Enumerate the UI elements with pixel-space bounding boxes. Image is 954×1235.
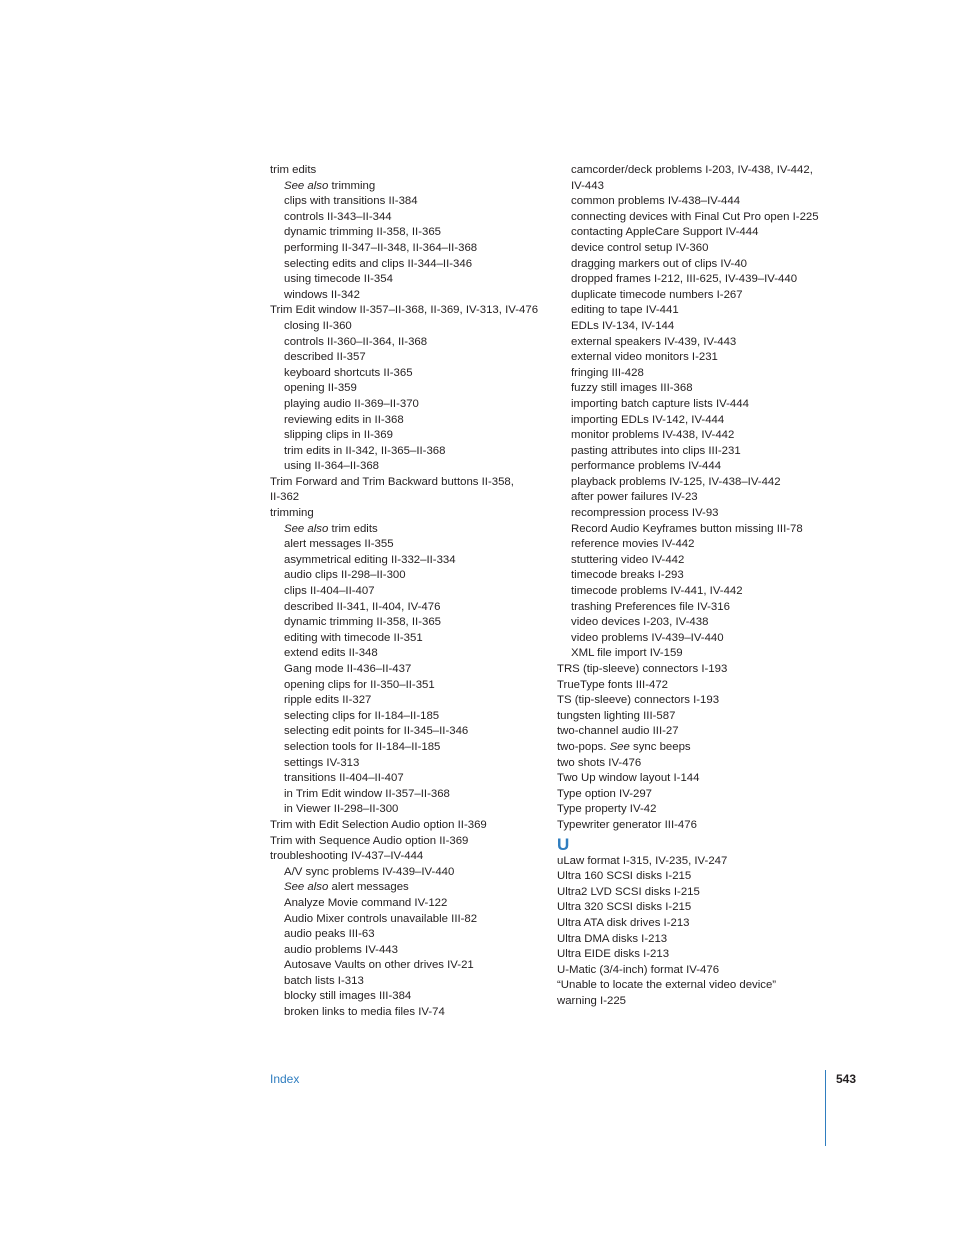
index-entry <box>557 900 857 916</box>
entry-text: audio clips II-298–II-300 <box>284 569 406 582</box>
index-subentry <box>557 631 857 647</box>
index-subentry <box>270 865 555 881</box>
index-subentry <box>270 241 555 257</box>
entry-text: II-362 <box>270 491 300 504</box>
index-subentry <box>557 444 857 460</box>
entry-text: alert messages <box>328 881 409 894</box>
index-entry <box>557 854 857 870</box>
index-entry <box>557 802 857 818</box>
index-subentry <box>557 506 857 522</box>
entry-text: video devices I-203, IV-438 <box>571 616 709 629</box>
entry-text: importing EDLs IV-142, IV-444 <box>571 413 725 426</box>
index-subentry <box>557 257 857 273</box>
entry-text: monitor problems IV-438, IV-442 <box>571 429 735 442</box>
index-subentry <box>270 194 555 210</box>
entry-text: two-pops. <box>557 740 610 753</box>
index-subentry <box>270 709 555 725</box>
index-subentry <box>557 288 857 304</box>
entry-text: trimming <box>270 507 314 520</box>
entry-text: IV-443 <box>571 179 604 192</box>
index-subentry <box>270 381 555 397</box>
index-entry <box>557 678 857 694</box>
index-entry <box>270 506 555 522</box>
entry-text: troubleshooting IV-437–IV-444 <box>270 850 424 863</box>
index-subentry <box>270 288 555 304</box>
index-subentry <box>270 756 555 772</box>
entry-text: sync beeps <box>629 740 691 753</box>
index-subentry <box>270 350 555 366</box>
entry-text: editing with timecode II-351 <box>284 631 423 644</box>
index-entry <box>557 787 857 803</box>
entry-text: A/V sync problems IV-439–IV-440 <box>284 865 455 878</box>
index-subentry <box>557 553 857 569</box>
entry-text: Type option IV-297 <box>557 787 652 800</box>
index-subentry <box>557 584 857 600</box>
entry-text: external video monitors I-231 <box>571 351 718 364</box>
index-entry <box>557 978 857 994</box>
entry-text: trim edits <box>328 522 378 535</box>
entry-text: Trim Edit window II-357–II-368, II-369, IV-313, IV-476 <box>270 304 539 317</box>
index-subentry <box>557 179 857 195</box>
index-subentry <box>270 787 555 803</box>
index-subentry <box>270 459 555 475</box>
index-subentry <box>557 615 857 631</box>
index-column-right <box>557 163 857 1009</box>
entry-text: alert messages II-355 <box>284 538 394 551</box>
entry-text: trim edits in II-342, II-365–II-368 <box>284 444 446 457</box>
index-subentry <box>557 537 857 553</box>
index-subentry <box>557 335 857 351</box>
index-subentry <box>557 366 857 382</box>
entry-text: stuttering video IV-442 <box>571 553 685 566</box>
entry-text: reference movies IV-442 <box>571 538 695 551</box>
entry-text: trashing Preferences file IV-316 <box>571 600 730 613</box>
index-subentry <box>270 397 555 413</box>
entry-text: Ultra2 LVD SCSI disks I-215 <box>557 885 700 898</box>
index-subentry <box>270 319 555 335</box>
index-subentry <box>557 646 857 662</box>
entry-text: extend edits II-348 <box>284 647 378 660</box>
entry-text: windows II-342 <box>284 288 360 301</box>
index-subentry <box>270 615 555 631</box>
index-subentry <box>270 912 555 928</box>
index-subentry <box>270 522 555 538</box>
index-subentry <box>270 974 555 990</box>
index-entry <box>557 724 857 740</box>
entry-text: Autosave Vaults on other drives IV-21 <box>284 959 474 972</box>
index-subentry <box>270 693 555 709</box>
index-subentry <box>270 335 555 351</box>
index-subentry <box>270 568 555 584</box>
index-subentry <box>557 490 857 506</box>
entry-text: Gang mode II-436–II-437 <box>284 663 412 675</box>
index-subentry <box>557 428 857 444</box>
index-subentry <box>557 381 857 397</box>
entry-text: Two Up window layout I-144 <box>557 772 700 785</box>
section-letter: U <box>557 834 570 854</box>
entry-text: selecting edits and clips II-344–II-346 <box>284 257 473 270</box>
entry-text: connecting devices with Final Cut Pro open I-225 <box>571 210 819 223</box>
entry-text: reviewing edits in II-368 <box>284 413 404 426</box>
index-subentry <box>557 225 857 241</box>
entry-text: using II-364–II-368 <box>284 460 379 473</box>
entry-text: playback problems IV-125, IV-438–IV-442 <box>571 475 781 488</box>
index-subentry <box>270 600 555 616</box>
entry-text: trimming <box>328 179 376 192</box>
index-subentry <box>270 802 555 818</box>
index-subentry <box>270 662 555 678</box>
entry-text: dropped frames I-212, III-625, IV-439–IV-440 <box>571 273 798 286</box>
index-subentry <box>270 724 555 740</box>
index-subentry <box>270 927 555 943</box>
entry-text: external speakers IV-439, IV-443 <box>571 335 737 348</box>
entry-text: selecting edit points for II-345–II-346 <box>284 725 469 738</box>
entry-text: Trim with Sequence Audio option II-369 <box>270 834 469 847</box>
entry-text: timecode problems IV-441, IV-442 <box>571 585 743 598</box>
entry-text: settings IV-313 <box>284 756 360 769</box>
entry-text: ripple edits II-327 <box>284 694 372 707</box>
entry-text: uLaw format I-315, IV-235, IV-247 <box>557 854 728 867</box>
entry-text: Record Audio Keyframes button missing III-78 <box>571 522 803 535</box>
entry-text: described II-341, II-404, IV-476 <box>284 600 441 613</box>
index-subentry <box>557 319 857 335</box>
index-subentry <box>270 444 555 460</box>
index-entry <box>270 818 555 834</box>
entry-text: two shots IV-476 <box>557 756 642 769</box>
entry-text: playing audio II-369–II-370 <box>284 397 419 410</box>
entry-text: controls II-343–II-344 <box>284 210 392 223</box>
index-entry <box>557 662 857 678</box>
index-subentry <box>557 163 857 179</box>
entry-text: Trim with Edit Selection Audio option II-369 <box>270 818 487 831</box>
entry-text: in Trim Edit window II-357–II-368 <box>284 787 450 800</box>
index-subentry <box>270 771 555 787</box>
index-subentry <box>557 397 857 413</box>
entry-text: camcorder/deck problems I-203, IV-438, IV-442, <box>571 164 813 176</box>
page-number: 543 <box>836 1072 857 1086</box>
index-subentry <box>270 272 555 288</box>
entry-text: dynamic trimming II-358, II-365 <box>284 226 441 239</box>
entry-text: described II-357 <box>284 351 366 364</box>
index-subentry <box>270 880 555 896</box>
index-subentry <box>557 459 857 475</box>
index-subentry <box>557 600 857 616</box>
entry-text: XML file import IV-159 <box>571 647 683 660</box>
index-subentry <box>557 194 857 210</box>
index-subentry <box>270 989 555 1005</box>
index-subentry <box>557 413 857 429</box>
entry-text: closing II-360 <box>284 319 352 332</box>
index-entry <box>557 709 857 725</box>
index-entry <box>270 849 555 865</box>
index-subentry <box>270 413 555 429</box>
index-entry <box>557 693 857 709</box>
cross-reference-label: See also <box>284 881 329 894</box>
entry-text: after power failures IV-23 <box>571 491 698 504</box>
footer-section-label: Index <box>270 1072 300 1086</box>
index-subentry <box>557 475 857 491</box>
entry-text: audio problems IV-443 <box>284 943 398 956</box>
cross-reference-label: See <box>609 740 630 753</box>
index-entry <box>557 916 857 932</box>
index-subentry <box>270 537 555 553</box>
entry-text: device control setup IV-360 <box>571 241 709 254</box>
index-entry <box>557 818 857 834</box>
footer-divider <box>825 1070 826 1146</box>
entry-text: Ultra DMA disks I-213 <box>557 932 668 945</box>
entry-text: in Viewer II-298–II-300 <box>284 803 399 816</box>
cross-reference-label: See also <box>284 179 329 192</box>
index-subentry <box>270 179 555 195</box>
entry-text: using timecode II-354 <box>284 273 393 286</box>
index-subentry <box>270 366 555 382</box>
index-subentry <box>270 943 555 959</box>
index-entry <box>270 490 555 506</box>
index-subentry <box>270 225 555 241</box>
index-subentry <box>270 631 555 647</box>
entry-text: opening II-359 <box>284 382 357 395</box>
entry-text: Trim Forward and Trim Backward buttons II-358, <box>270 475 514 488</box>
entry-text: blocky still images III-384 <box>284 990 412 1003</box>
entry-text: dynamic trimming II-358, II-365 <box>284 616 441 629</box>
index-entry <box>557 885 857 901</box>
entry-text: asymmetrical editing II-332–II-334 <box>284 553 456 566</box>
index-subentry <box>270 257 555 273</box>
entry-text: transitions II-404–II-407 <box>284 772 404 785</box>
index-subentry <box>557 350 857 366</box>
entry-text: fuzzy still images III-368 <box>571 382 693 395</box>
index-subentry <box>270 896 555 912</box>
index-subentry <box>270 553 555 569</box>
index-subentry <box>557 568 857 584</box>
index-subentry <box>270 210 555 226</box>
entry-text: TRS (tip-sleeve) connectors I-193 <box>557 663 728 675</box>
index-entry <box>557 740 857 756</box>
entry-text: Ultra EIDE disks I-213 <box>557 948 670 961</box>
index-entry <box>557 771 857 787</box>
entry-text: Ultra 320 SCSI disks I-215 <box>557 901 692 914</box>
entry-text: Typewriter generator III-476 <box>557 818 697 831</box>
entry-text: trim edits <box>270 164 317 176</box>
entry-text: recompression process IV-93 <box>571 507 719 520</box>
entry-text: performance problems IV-444 <box>571 460 722 473</box>
entry-text: duplicate timecode numbers I-267 <box>571 288 743 301</box>
entry-text: EDLs IV-134, IV-144 <box>571 319 675 332</box>
entry-text: “Unable to locate the external video device” <box>557 979 777 992</box>
index-entry <box>557 932 857 948</box>
entry-text: keyboard shortcuts II-365 <box>284 366 413 379</box>
entry-text: opening clips for II-350–II-351 <box>284 678 435 691</box>
entry-text: slipping clips in II-369 <box>284 429 393 442</box>
index-entry <box>557 947 857 963</box>
entry-text: selecting clips for II-184–II-185 <box>284 709 440 722</box>
index-column-left <box>270 163 555 1021</box>
entry-text: common problems IV-438–IV-444 <box>571 195 741 208</box>
index-subentry <box>557 210 857 226</box>
entry-text: tungsten lighting III-587 <box>557 709 676 722</box>
entry-text: Type property IV-42 <box>557 803 657 816</box>
entry-text: fringing III-428 <box>571 366 644 379</box>
entry-text: clips II-404–II-407 <box>284 585 375 598</box>
index-entry <box>270 303 555 319</box>
index-subentry <box>270 646 555 662</box>
entry-text: controls II-360–II-364, II-368 <box>284 335 428 348</box>
entry-text: clips with transitions II-384 <box>284 195 418 208</box>
index-subentry <box>557 522 857 538</box>
entry-text: importing batch capture lists IV-444 <box>571 397 749 410</box>
index-entry <box>270 163 555 179</box>
entry-text: Ultra ATA disk drives I-213 <box>557 916 690 929</box>
index-entry <box>557 869 857 885</box>
entry-text: selection tools for II-184–II-185 <box>284 740 441 753</box>
entry-text: performing II-347–II-348, II-364–II-368 <box>284 241 478 254</box>
entry-text: video problems IV-439–IV-440 <box>571 631 724 644</box>
index-entry <box>270 475 555 491</box>
entry-text: broken links to media files IV-74 <box>284 1006 445 1019</box>
entry-text: TrueType fonts III-472 <box>557 678 669 691</box>
entry-text: pasting attributes into clips III-231 <box>571 444 741 457</box>
index-subentry <box>557 241 857 257</box>
entry-text: timecode breaks I-293 <box>571 569 684 582</box>
index-subentry <box>270 584 555 600</box>
index-entry <box>557 963 857 979</box>
index-entry <box>270 834 555 850</box>
entry-text: TS (tip-sleeve) connectors I-193 <box>557 694 720 707</box>
index-subentry <box>270 678 555 694</box>
entry-text: contacting AppleCare Support IV-444 <box>571 226 759 239</box>
entry-text: Ultra 160 SCSI disks I-215 <box>557 870 692 883</box>
index-entry <box>557 994 857 1010</box>
entry-text: U-Matic (3/4-inch) format IV-476 <box>557 963 720 976</box>
index-subentry <box>557 272 857 288</box>
entry-text: warning I-225 <box>557 994 627 1007</box>
entry-text: two-channel audio III-27 <box>557 725 679 738</box>
entry-text: audio peaks III-63 <box>284 928 375 941</box>
index-subentry <box>270 740 555 756</box>
entry-text: batch lists I-313 <box>284 974 364 987</box>
index-subentry <box>270 958 555 974</box>
entry-text: Analyze Movie command IV-122 <box>284 896 448 909</box>
index-entry <box>557 756 857 772</box>
index-subentry <box>557 303 857 319</box>
cross-reference-label: See also <box>284 522 329 535</box>
index-subentry <box>270 428 555 444</box>
entry-text: editing to tape IV-441 <box>571 304 679 317</box>
index-subentry <box>270 1005 555 1021</box>
entry-text: Audio Mixer controls unavailable III-82 <box>284 912 478 925</box>
entry-text: dragging markers out of clips IV-40 <box>571 257 748 270</box>
